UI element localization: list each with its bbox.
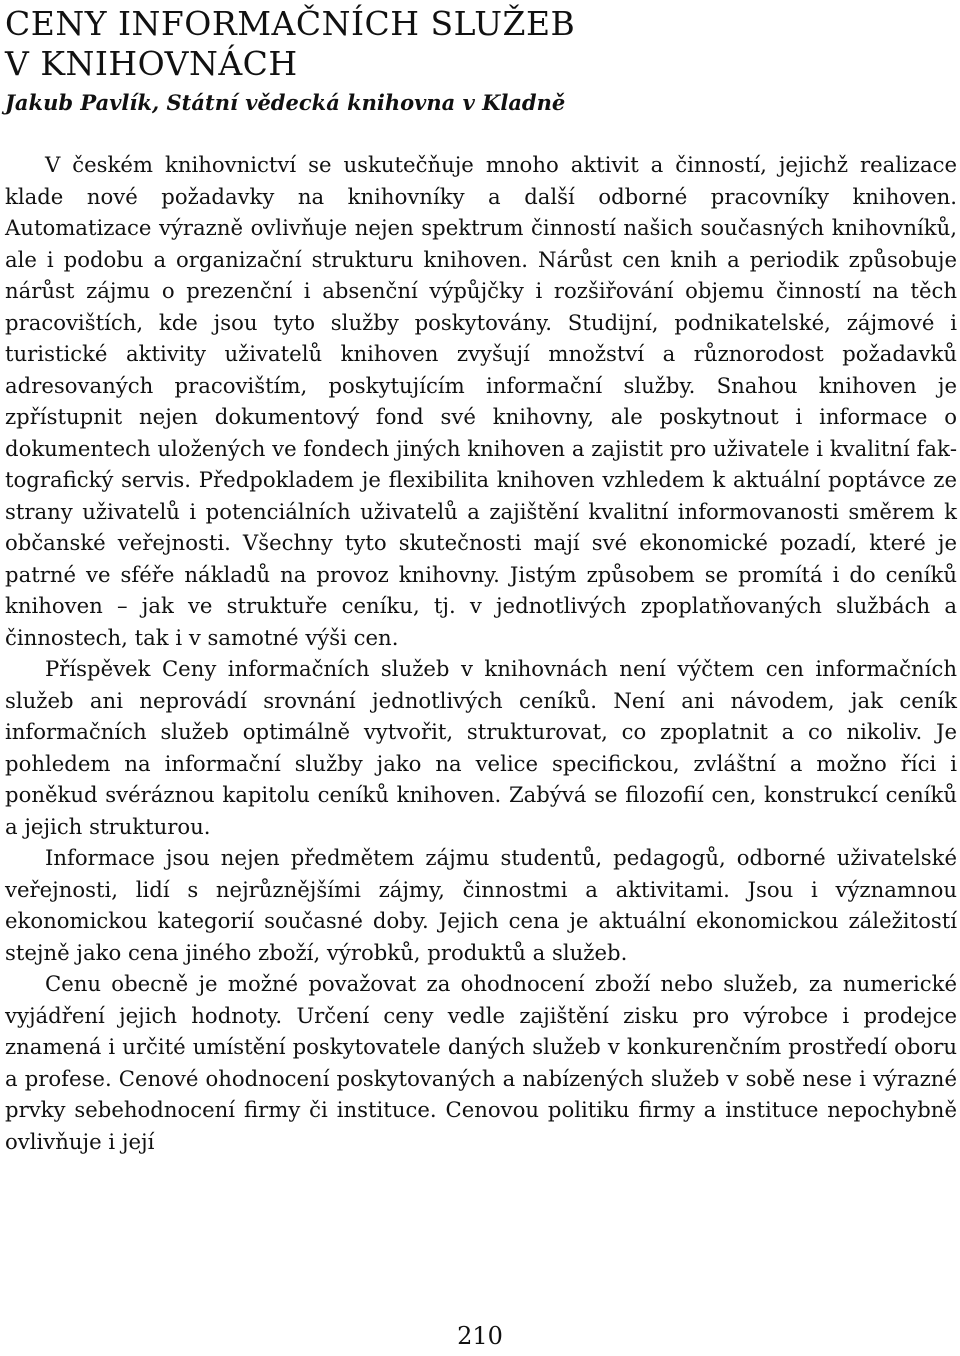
paragraph-3: Informace jsou nejen předmětem zájmu studentů, pedagogů, odborné uživatelské veřejnosti, lidí s nejrůznějšími zájmy, činnostmi a aktivitami. Jsou i významnou ekonomickou kategorií současné doby. Jejich cena je aktuální ekonomickou záležitostí stejně jako cena jiného zboží, výrobků, produktů a služeb.	[5, 845, 957, 965]
article-title-line-2: V KNIHOVNÁCH	[5, 44, 298, 83]
author-affiliation: Jakub Pavlík, Státní vědecká knihovna v Kladně	[5, 90, 566, 115]
article-body	[5, 149, 957, 1157]
paragraph-4: Cenu obecně je možné považovat za ohodnocení zboží nebo služeb, za numerické vyjádření jejich hodnoty. Určení ceny vedle zajištění zisku pro výrobce i prodejce znamená i určité umístění poskytovatele daných služeb v konkurenčním prostředí oboru a profese. Cenové ohodnocení poskytovaných a nabízených služeb v sobě nese i výrazné prvky sebehodnocení firmy či instituce. Cenovou politiku firmy a instituce nepochybně ovlivňuje i její	[5, 971, 957, 1154]
page	[5, 4, 957, 1157]
article-title	[5, 4, 957, 84]
page-number: 210	[457, 1322, 503, 1350]
article-title-line-1: CENY INFORMAČNÍCH SLUŽEB	[5, 4, 576, 43]
paragraph-1: V českém knihovnictví se uskutečňuje mnoho aktivit a činností, jejichž realizace klade nové požadavky na knihovníky a další odborné pracovníky knihoven. Automatizace výrazně ovlivňuje nejen spektrum činností našich současných knihovníků, ale i podobu a organizační strukturu knihoven. Nárůst cen knih a periodik způsobuje nárůst zájmu o prezenční i absenční výpůjčky i rozšiřování objemu činností na těch pracovištích, kde jsou tyto služby poskytovány. Studijní, podnikatelské, zájmové i turistické aktivity uživatelů knihoven zvyšují množství a různorodost požadavků adresovaných pracovištím, poskytujícím informační služby. Snahou knihoven je zpřístupnit nejen dokumentový fond své knihovny, ale poskytnout i informace o dokumentech uložených ve fondech jiných knihoven a zajistit pro uživatele i kvalitní faktografický servis. Předpokladem je flexibilita knihoven vzhledem k aktuální poptávce ze strany uživatelů i potenciálních uživatelů a zajištění kvalitní informovanosti směrem k občanské veřejnosti. Všechny tyto skutečnosti mají své ekonomické pozadí, které je patrné ve sféře nákladů na provoz knihovny. Jistým způsobem se promítá i do ceníků knihoven – jak ve struktuře ceníku, tj. v jednotlivých zpoplatňovaných službách a činnostech, tak i v samotné výši cen.	[5, 152, 957, 650]
paragraph-2: Příspěvek Ceny informačních služeb v knihovnách není výčtem cen informačních služeb ani neprovádí srovnání jednotlivých ceníků. Není ani návodem, jak ceník informačních služeb optimálně vytvořit, strukturovat, co zpoplatnit a co nikoliv. Je pohledem na informační služby jako na velice specifickou, zvláštní a možno říci i poněkud svéráznou kapitolu ceníků knihoven. Zabývá se filozofií cen, konstrukcí ceníků a jejich strukturou.	[5, 656, 957, 839]
